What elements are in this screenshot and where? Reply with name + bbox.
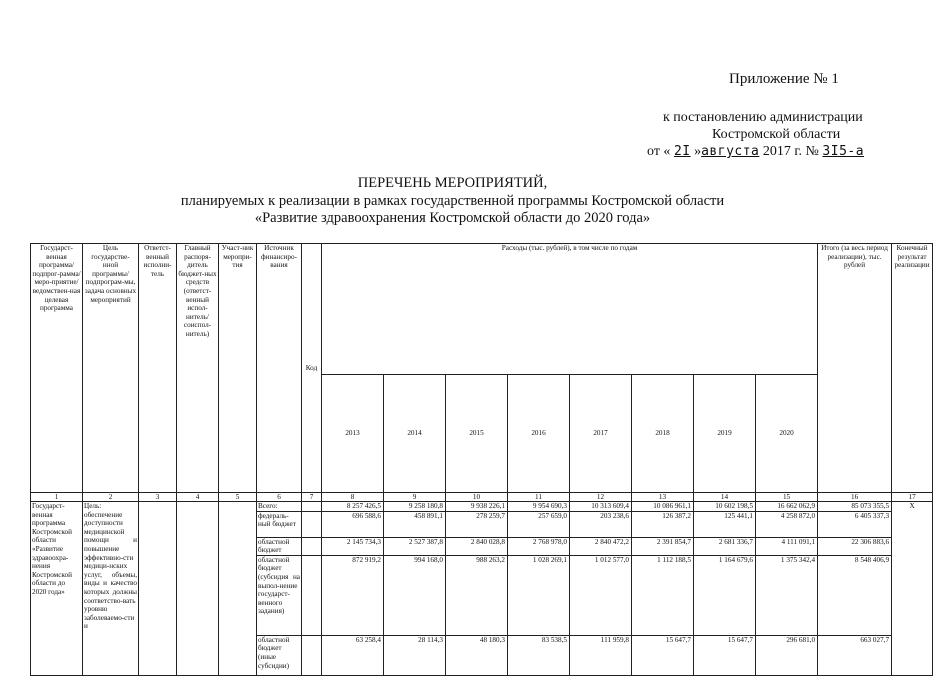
header-year: 2016	[508, 375, 570, 493]
value-cell: 9 258 180,8	[384, 502, 446, 512]
value-cell: 126 387,2	[632, 511, 694, 537]
header-year: 2018	[632, 375, 694, 493]
header-result: Конечный результат реализации	[892, 244, 933, 493]
header-year: 2013	[322, 375, 384, 493]
value-cell: 16 662 062,9	[756, 502, 818, 512]
title-line-3: «Развитие здравоохранения Костромской области до 2020 года»	[254, 210, 651, 226]
value-cell: 28 114,3	[384, 635, 446, 675]
value-cell: 9 954 690,3	[508, 502, 570, 512]
value-cell: 10 313 609,4	[570, 502, 632, 512]
value-cell: 111 959,8	[570, 635, 632, 675]
date-prefix: от «	[647, 144, 671, 159]
value-cell: 2 391 854,7	[632, 537, 694, 555]
value-cell: 257 659,0	[508, 511, 570, 537]
col-number: 2	[83, 493, 139, 502]
title-line-1: ПЕРЕЧЕНЬ МЕРОПРИЯТИЙ,	[357, 175, 548, 191]
value-cell: 10 086 961,1	[632, 502, 694, 512]
value-cell: 278 259,7	[446, 511, 508, 537]
col-number: 6	[257, 493, 302, 502]
header-program: Государст-венная программа/ подпрог-рамма/меро-приятие/ ведомствен-ная целевая программа	[31, 244, 83, 493]
program-goal: Цель: обеспечение доступности медицинской помощи и повышение эффективно-сти медици-нских услуг, объемы, виды и качество которых должны соответство-вать уровню заболеваемо-сти и	[83, 502, 139, 676]
total-cell: 22 306 883,6	[818, 537, 892, 555]
col-number: 7	[302, 493, 322, 502]
appendix-number: Приложение № 1	[729, 71, 839, 87]
funding-source: областной бюджет (иные субсидии)	[257, 635, 302, 675]
col-number: 15	[756, 493, 818, 502]
funding-source: областной бюджет (субсидия на выпол-нение государст-венного задания)	[257, 555, 302, 635]
header-admin: Главный распоря-дитель бюджет-ных средств (ответст-венный испол-нитель/ соиспол-нитель)	[177, 244, 219, 493]
decree-number: 3I5-а	[822, 144, 865, 159]
col-number: 9	[384, 493, 446, 502]
code-cell	[302, 537, 322, 555]
executor-cell	[139, 502, 177, 676]
value-cell: 696 588,6	[322, 511, 384, 537]
col-number: 4	[177, 493, 219, 502]
header-total: Итого (за весь период реализации), тыс. рублей	[818, 244, 892, 493]
column-number-row	[31, 493, 933, 502]
funding-source: Всего:	[257, 502, 302, 512]
value-cell: 2 145 734,3	[322, 537, 384, 555]
col-number: 14	[694, 493, 756, 502]
code-cell	[302, 502, 322, 512]
header-year: 2019	[694, 375, 756, 493]
header-executor: Ответст-венный исполни-тель	[139, 244, 177, 493]
total-cell: 85 073 355,5	[818, 502, 892, 512]
funding-source: областной бюджет	[257, 537, 302, 555]
value-cell: 1 012 577,0	[570, 555, 632, 635]
col-number: 12	[570, 493, 632, 502]
date-year: 2017 г. №	[762, 144, 819, 159]
code-cell	[302, 635, 322, 675]
value-cell: 1 164 679,6	[694, 555, 756, 635]
value-cell: 15 647,7	[632, 635, 694, 675]
value-cell: 2 840 028,8	[446, 537, 508, 555]
col-number: 8	[322, 493, 384, 502]
value-cell: 1 028 269,1	[508, 555, 570, 635]
value-cell: 4 111 091,1	[756, 537, 818, 555]
value-cell: 1 375 342,4	[756, 555, 818, 635]
date-mid: »	[694, 144, 702, 159]
program-name: Государст-венная программа Костромской области «Развитие здравоохра-нения Костромской области до 2020 года»	[31, 502, 83, 676]
value-cell: 2 527 387,8	[384, 537, 446, 555]
participant-cell	[219, 502, 257, 676]
activities-table	[30, 243, 933, 676]
total-cell: 8 548 406,9	[818, 555, 892, 635]
value-cell: 63 258,4	[322, 635, 384, 675]
region-name: Костромской области	[712, 127, 841, 142]
value-cell: 203 238,6	[570, 511, 632, 537]
value-cell: 994 168,0	[384, 555, 446, 635]
value-cell: 8 257 426,5	[322, 502, 384, 512]
col-number: 10	[446, 493, 508, 502]
header-spending: Расходы (тыс. рублей), в том числе по годам	[322, 244, 818, 375]
value-cell: 872 919,2	[322, 555, 384, 635]
col-number: 1	[31, 493, 83, 502]
value-cell: 2 840 472,2	[570, 537, 632, 555]
header-year: 2020	[756, 375, 818, 493]
decree-reference: к постановлению администрации	[663, 110, 863, 125]
col-number: 3	[139, 493, 177, 502]
header-goal: Цель государстве-нной программы/ подпрограм-мы, задача основных мероприятий	[83, 244, 139, 493]
col-number: 5	[219, 493, 257, 502]
decree-date-line	[647, 144, 864, 160]
value-cell: 48 180,3	[446, 635, 508, 675]
code-cell	[302, 511, 322, 537]
value-cell: 4 258 872,0	[756, 511, 818, 537]
header-year: 2015	[446, 375, 508, 493]
header-year: 2017	[570, 375, 632, 493]
table-row	[31, 502, 933, 512]
total-cell: 6 405 337,3	[818, 511, 892, 537]
header-year: 2014	[384, 375, 446, 493]
col-number: 13	[632, 493, 694, 502]
date-month: августа	[701, 144, 760, 159]
result-cell: Х	[892, 502, 933, 676]
col-number: 11	[508, 493, 570, 502]
header-row	[31, 244, 933, 375]
value-cell: 988 263,2	[446, 555, 508, 635]
header-code: Код	[302, 244, 322, 493]
value-cell: 83 538,5	[508, 635, 570, 675]
title-line-2: планируемых к реализации в рамках государственной программы Костромской области	[180, 192, 725, 209]
col-number: 16	[818, 493, 892, 502]
document-title	[0, 175, 905, 228]
value-cell: 125 441,1	[694, 511, 756, 537]
total-cell: 663 027,7	[818, 635, 892, 675]
value-cell: 296 681,0	[756, 635, 818, 675]
value-cell: 9 938 226,1	[446, 502, 508, 512]
code-cell	[302, 555, 322, 635]
funding-source: федераль-ный бюджет	[257, 511, 302, 537]
header-participant: Участ-ник меропри-тия	[219, 244, 257, 493]
admin-cell	[177, 502, 219, 676]
header-source: Источник финансиро-вания	[257, 244, 302, 493]
value-cell: 10 602 198,5	[694, 502, 756, 512]
value-cell: 15 647,7	[694, 635, 756, 675]
value-cell: 2 681 336,7	[694, 537, 756, 555]
value-cell: 458 891,1	[384, 511, 446, 537]
value-cell: 2 768 978,0	[508, 537, 570, 555]
date-day: 2I	[673, 144, 691, 159]
col-number: 17	[892, 493, 933, 502]
value-cell: 1 112 188,5	[632, 555, 694, 635]
